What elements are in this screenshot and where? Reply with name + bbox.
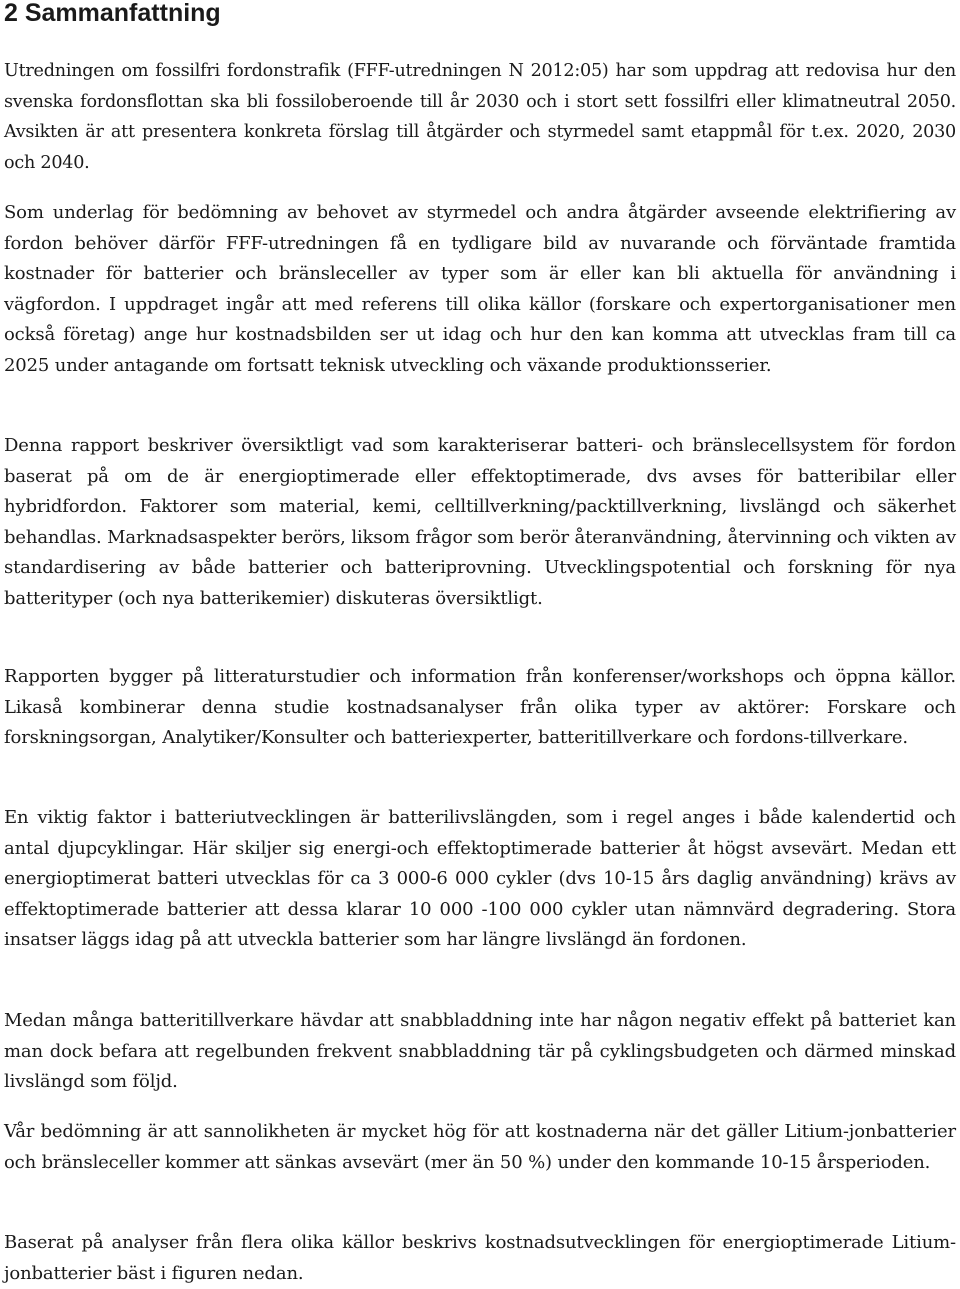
paragraph-5: En viktig faktor i batteriutvecklingen är batterilivslängden, som i regel anges i både kalendertid och antal djupcyklingar. Här skiljer sig energi-och effektoptimerade batterier åt högst avsevärt. Medan ett energioptimerat batteri utvecklas för ca 3 000-6 000 cykler (dvs 10-15 års daglig användning) krävs av effektoptimerade batterier att dessa klarar 10 000 -100 000 cykler utan nämnvärd degradering. Stora insatser läggs idag på att utveckla batterier som har längre livslängd än fordonen. <box>4 807 956 950</box>
paragraph-4: Rapporten bygger på litteraturstudier och information från konferenser/workshops och öppna källor. Likaså kombinerar denna studie kostnadsanalyser från olika typer av aktörer: Forskare och forskningsorgan, Analytiker/Konsulter och batteriexperter, batteritillverkare och fordons-tillverkare. <box>4 666 956 748</box>
paragraph-3: Denna rapport beskriver översiktligt vad som karakteriserar batteri- och bränslecellsystem för fordon baserat på om de är energioptimerade eller effektoptimerade, dvs avses för batteribilar eller hybridfordon. Faktorer som material, kemi, celltillverkning/packtillverkning, livslängd och säkerhet behandlas. Marknadsaspekter berörs, liksom frågor som berör återanvändning, återvinning och vikten av standardisering av både batterier och batteriprovning. Utvecklingspotential och forskning för nya batterityper (och nya batterikemier) diskuteras översiktligt. <box>4 435 956 609</box>
paragraph-8: Baserat på analyser från flera olika källor beskrivs kostnadsutvecklingen för energioptimerade Litium-jonbatterier bäst i figuren nedan. <box>4 1232 956 1284</box>
section-heading: 2 Sammanfattning <box>4 0 221 27</box>
paragraph-6: Medan många batteritillverkare hävdar att snabbladdning inte har någon negativ effekt på batteriet kan man dock befara att regelbunden frekvent snabbladdning tär på cyklingsbudgeten och därmed minskad livslängd som följd. <box>4 1010 956 1092</box>
paragraph-7: Vår bedömning är att sannolikheten är mycket hög för att kostnaderna när det gäller Litium-jonbatterier och bränsleceller kommer att sänkas avsevärt (mer än 50 %) under den kommande 10-15 årsperioden. <box>4 1121 956 1173</box>
paragraph-2: Som underlag för bedömning av behovet av styrmedel och andra åtgärder avseende elektrifiering av fordon behöver därför FFF-utredningen få en tydligare bild av nuvarande och förväntade framtida kostnader för batterier och bränsleceller av typer som är eller kan bli aktuella för användning i vägfordon. I uppdraget ingår att med referens till olika källor (forskare och expertorganisationer men också företag) ange hur kostnadsbilden ser ut idag och hur den kan komma att utvecklas fram till ca 2025 under antagande om fortsatt teknisk utveckling och växande produktionsserier. <box>4 202 956 376</box>
paragraph-1: Utredningen om fossilfri fordonstrafik (FFF-utredningen N 2012:05) har som uppdrag att redovisa hur den svenska fordonsflottan ska bli fossiloberoende till år 2030 och i stort sett fossilfri eller klimatneutral 2050. Avsikten är att presentera konkreta förslag till åtgärder och styrmedel samt etappmål för t.ex. 2020, 2030 och 2040. <box>4 61 956 173</box>
